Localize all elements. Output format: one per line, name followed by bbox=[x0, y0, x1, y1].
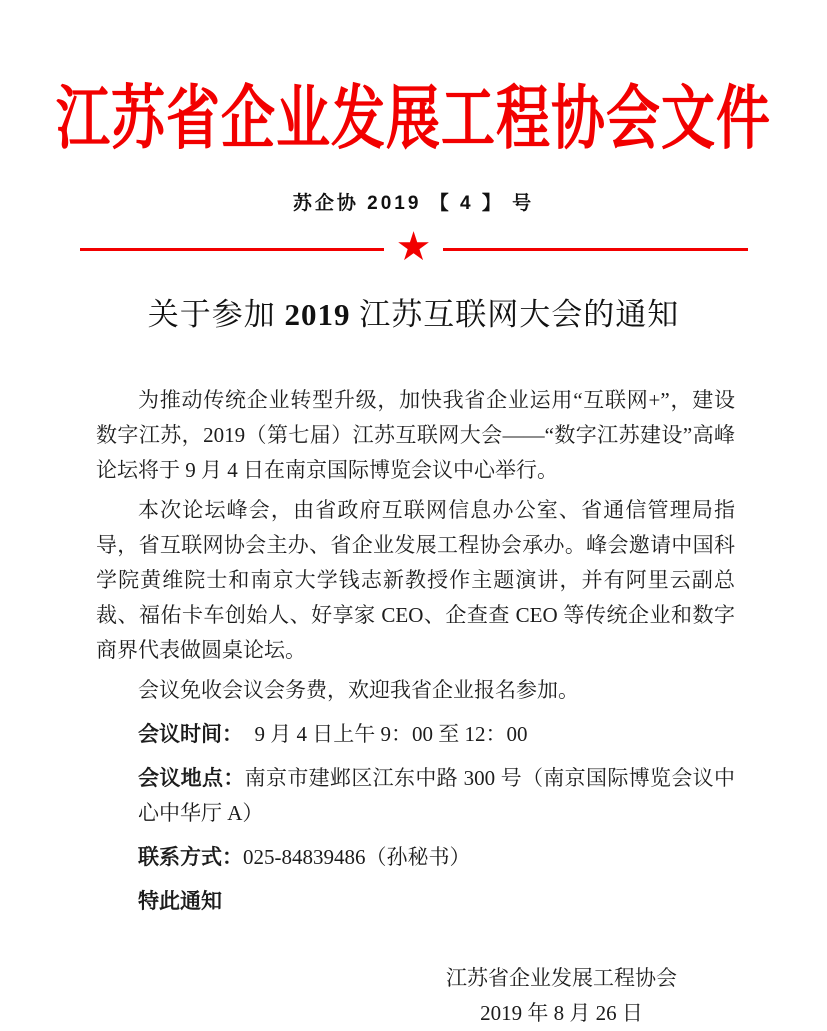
notice-body bbox=[96, 383, 735, 919]
document-number: 苏企协 2019 【 4 】 号 bbox=[292, 193, 535, 215]
letterhead-org-title: 江苏省企业发展工程协会文件 bbox=[56, 80, 771, 158]
signature-org: 江苏省企业发展工程协会 bbox=[446, 966, 677, 991]
contact-line bbox=[96, 840, 735, 875]
contact-label: 联系方式： bbox=[138, 846, 243, 870]
meeting-location-label: 会议地点： bbox=[138, 767, 245, 791]
notice-title bbox=[0, 293, 827, 337]
red-divider-line-left bbox=[80, 248, 384, 251]
star-icon: ★ bbox=[395, 224, 432, 271]
signature-date: 2019 年 8 月 26 日 bbox=[480, 1001, 643, 1026]
notice-title-suffix: 江苏互联网大会的通知 bbox=[350, 297, 680, 333]
red-divider bbox=[80, 224, 748, 271]
contact-value: 025-84839486（孙秘书） bbox=[243, 845, 471, 870]
meeting-time-value: 9 月 4 日上午 9：00 至 12：00 bbox=[254, 722, 528, 747]
notice-paragraph-1: 为推动传统企业转型升级，加快我省企业运用“互联网+”，建设数字江苏，2019（第七届）江苏互联网大会——“数字江苏建设”高峰论坛将于 9 月 4 日在南京国际博览会议中心举行。 bbox=[96, 388, 735, 483]
red-divider-line-right bbox=[443, 248, 747, 251]
notice-paragraph-3: 会议免收会议会务费，欢迎我省企业报名参加。 bbox=[138, 678, 579, 703]
closing-statement: 特此通知 bbox=[138, 890, 222, 914]
notice-paragraph-2: 本次论坛峰会，由省政府互联网信息办公室、省通信管理局指导，省互联网协会主办、省企业发展工程协会承办。峰会邀请中国科学院黄维院士和南京大学钱志新教授作主题演讲，并有阿里云副总裁、福佑卡车创始人、好享家 CEO、企查查 CEO 等传统企业和数字商界代表做圆桌论坛。 bbox=[96, 498, 735, 663]
meeting-location-line bbox=[96, 761, 735, 831]
notice-title-prefix: 关于参加 bbox=[147, 297, 285, 333]
meeting-time-label: 会议时间： bbox=[138, 723, 243, 747]
meeting-location-value: 南京市建邺区江东中路 300 号（南京国际博览会议中心中华厅 A） bbox=[138, 766, 736, 826]
notice-title-year: 2019 bbox=[284, 297, 351, 333]
signature-block bbox=[446, 961, 677, 1031]
notice-content bbox=[0, 293, 827, 919]
meeting-time-line bbox=[96, 717, 735, 752]
letterhead bbox=[0, 80, 827, 271]
